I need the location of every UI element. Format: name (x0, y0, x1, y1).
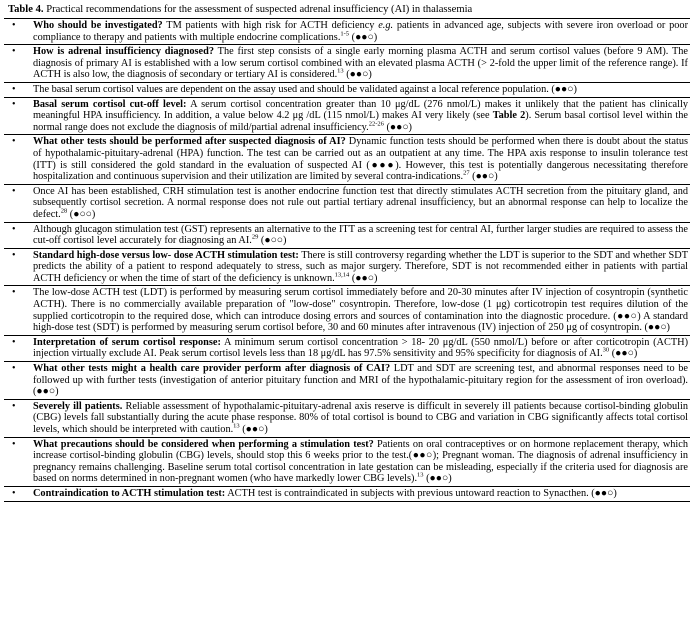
citation-ref: 30 (602, 347, 610, 355)
bullet-icon: • (12, 438, 16, 450)
evidence-grade: (●●○) (349, 272, 378, 284)
recommendation-text: A minimum serum cortisol concentration > 18- 20 μg/dL (550 nmol/L) before or after corticotropin (ACTH) injection virtually exclude AI. Peak serum cortisol levels less than 18 μg/dL has 97.5% sensitivity and 95% specificity for diagnosis of AI. (33, 336, 688, 360)
bullet-icon: • (12, 83, 16, 95)
bullet-icon: • (12, 287, 16, 299)
citation-ref: 27 (463, 169, 470, 177)
recommendation-item (4, 286, 690, 335)
recommendation-text-cont: ). Serum basal cortisol level within the normal range does not exclude the diagnosis of mild/partial adrenal insufficiency. (33, 110, 689, 133)
citation-ref: 1-5 (340, 30, 350, 38)
recommendation-item (4, 487, 690, 501)
recommendation-item (4, 400, 690, 438)
bullet-icon: • (12, 20, 16, 31)
recommendation-item (4, 438, 690, 487)
evidence-grade: (●●○) (383, 121, 412, 133)
citation-ref: 13,14 (334, 271, 350, 279)
recommendation-text: LDT and SDT are screening test, and abnormal responses need to be followed up with further tests (investigation of anterior pituitary function and MRI of the hypothalamic-pituitary region for the assessment of iron overload). (●●○) (33, 363, 688, 398)
recommendation-item (4, 223, 690, 249)
evidence-grade: (●○○) (67, 208, 96, 220)
recommendation-heading: Contraindication to ACTH stimulation test: (33, 487, 226, 499)
recommendation-item (4, 249, 690, 287)
recommendation-heading: Basal serum cortisol cut-off level: (33, 98, 187, 110)
recommendation-italic: e.g. (378, 20, 394, 31)
recommendation-heading: What precautions should be considered when performing a stimulation test? (33, 438, 374, 450)
citation-ref: 29 (251, 233, 259, 241)
bottom-rule (4, 501, 690, 502)
bullet-icon: • (12, 336, 16, 348)
recommendation-item (4, 362, 690, 400)
evidence-grade: (●●○) (349, 31, 378, 43)
citation-ref: 28 (60, 207, 68, 215)
recommendation-text: Dynamic function tests should be performed when there is doubt about the status of hypothalamic-pituitary-adrenal (HPA) function. The test can be carried out as an outpatient at any time. The HPA axis response to insulin tolerance test (ITT) is still considered the gold standard in the evaluation of suspected AI (●●●). However, this test is potentially dangerous necessitating therefore hospitalization and continuous supervision and their utilization are limited by several contra-indications. (33, 136, 688, 183)
evidence-grade: (●●○) (239, 424, 268, 435)
recommendation-heading: Who should be investigated? (33, 20, 163, 31)
table-caption-text: Practical recommendations for the assessment of suspected adrenal insufficiency (AI) in thalassemia (46, 4, 473, 15)
bullet-icon: • (12, 98, 16, 110)
bullet-icon: • (12, 487, 16, 499)
citation-ref: 13 (233, 422, 240, 430)
table-caption (4, 0, 690, 18)
recommendation-text: Once AI has been established, CRH stimulation test is another endocrine function test that directly stimulates ACTH secretion from the pituitary gland, and subsequently cortisol secretion. A normal response does not rule out partial tertiary adrenal insufficiency, but an abnormal response can help to localize the defect. (33, 185, 688, 220)
evidence-grade: (●●○) (609, 348, 638, 360)
recommendation-list (4, 19, 690, 501)
recommendation-text: Reliable assessment of hypothalamic-pituitary-adrenal axis reserve is difficult in severely ill patients because cortisol-binding globulin (CBG) levels fall substantially during the acute phase response. 80% of total cortisol is bound to CBG and variation in CBG significantly affects total cortisol levels, which should be interpreted with caution. (33, 400, 688, 435)
evidence-grade: (●●○) (423, 473, 452, 485)
evidence-grade: (●○○) (258, 235, 287, 247)
evidence-grade: (●●○) (469, 171, 498, 183)
recommendation-text: Although glucagon stimulation test (GST) represents an alternative to the ITT as a screening test for central AI, further larger studies are required to assess the cut-off cortisol level accurately for diagnosing an AI. (33, 223, 688, 247)
recommendation-item (4, 336, 690, 362)
recommendation-text: ACTH test is contraindicated in subjects with previous untoward reaction to Synacthen. (●●○) (225, 487, 617, 499)
recommendation-item (4, 98, 690, 136)
bullet-icon: • (12, 249, 16, 261)
evidence-grade: (●●○) (343, 69, 372, 81)
recommendation-item (4, 19, 690, 45)
recommendation-text: There is still controversy regarding whether the LDT is superior to the SDT and whether SDT predicts the ability of a patient to respond adequately to stress, such as major surgery. Therefore, SDT is not recommended either in patients with partial ACTH deficiency or when the time of start of the deficiency is unknown. (33, 249, 688, 284)
recommendation-text-cont: patients in advanced age, subjects with severe iron overload or poor compliance to therapy and patients with multiple endocrine complications. (33, 20, 688, 43)
recommendation-heading: Standard high-dose versus low- dose ACTH stimulation test: (33, 249, 299, 261)
recommendation-item (4, 45, 690, 83)
recommendation-item (4, 135, 690, 184)
bullet-icon: • (12, 185, 16, 197)
bullet-icon: • (12, 363, 16, 375)
citation-ref: 13 (417, 471, 424, 479)
bullet-icon: • (12, 400, 16, 412)
bullet-icon: • (12, 46, 16, 58)
recommendation-text: The low-dose ACTH test (LDT) is performed by measuring serum cortisol immediately before and 20-30 minutes after IV injection of cosyntropin (synthetic ACTH). There is no commercially available preparation of "low-dose" cosyntropin. Therefore, low-dose (1 μg) corticotropin test requires dilution of the supplied corticotropin to the required dose, which can introduce dosing errors and sources of contamination into the diagnostic procedure. (●●○) A standard high-dose test (SDT) is performed by measuring serum cortisol before, 30 and 60 minutes after intravenous (IV) injection of 250 μg of cosyntropin. (●●○) (33, 287, 688, 334)
citation-ref: 22-26 (368, 120, 384, 128)
table-label: Table 4. (8, 4, 44, 15)
recommendation-heading: What other tests should be performed after suspected diagnosis of AI? (33, 136, 346, 148)
recommendation-text: The basal serum cortisol values are dependent on the assay used and should be validated against a local reference population. (●●○) (33, 83, 577, 95)
recommendation-text: A serum cortisol concentration greater than 10 μg/dL (276 nmol/L) makes it unlikely that the patient has clinically meaningful HPA insufficiency. In addition, a value below 4.2 μg /dL (115 nmol/L) makes AI very likely (see (33, 98, 688, 122)
recommendation-heading: Severely ill patients. (33, 400, 123, 412)
recommendation-item (4, 185, 690, 223)
recommendation-heading: How is adrenal insufficiency diagnosed? (33, 46, 215, 58)
bullet-icon: • (12, 136, 16, 148)
recommendation-item (4, 83, 690, 98)
recommendation-table-ref: Table 2 (492, 110, 526, 122)
recommendation-text: TM patients with high risk for ACTH deficiency (162, 20, 379, 31)
bullet-icon: • (12, 223, 16, 235)
recommendation-heading: What other tests might a health care provider perform after diagnosis of CAI? (33, 363, 391, 375)
citation-ref: 13 (337, 67, 344, 75)
recommendation-text: The first step consists of a single early morning plasma ACTH and serum cortisol values (before 9 AM). The diagnosis of primary AI is established with a low serum cortisol combined with an elevated plasma ACTH (> 2-fold the upper limit of the reference range). If ACTH is also low, the diagnosis of secondary or tertiary AI is considered. (33, 46, 688, 81)
recommendation-text: Patients on oral contraceptives or on hormone replacement therapy, which increase cortisol-binding globulin (CBG) levels, should stop this 6 weeks prior to the test.(●●○); Pregnant woman. The diagnosis of adrenal insufficiency in pregnancy remains challenging. Baseline serum total cortisol concentration in late gestation can be misleading, especially if the criteria used for diagnosis are based on norms determined in non-pregnant women (who have markedly lower CBG levels). (33, 438, 688, 485)
recommendation-heading: Interpretation of serum cortisol response: (33, 336, 221, 348)
